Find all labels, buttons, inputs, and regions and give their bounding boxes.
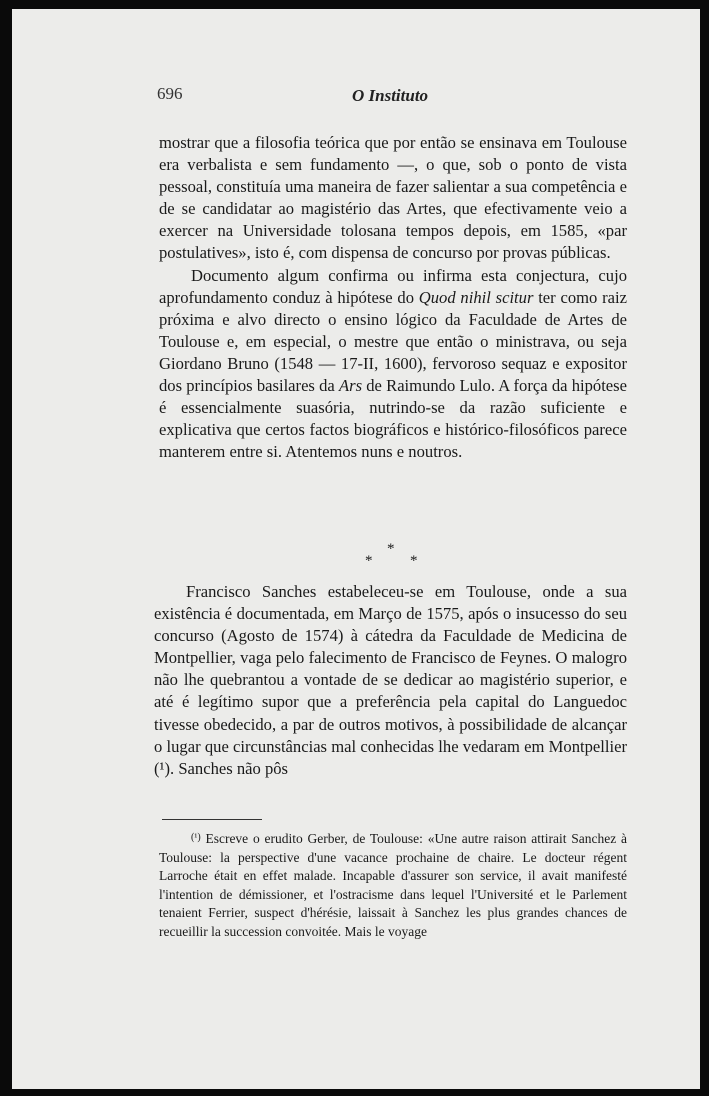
paragraph-sanches [154, 581, 627, 780]
footnote-rule [162, 819, 262, 820]
running-title: O Instituto [352, 86, 429, 105]
text-run: . Sanches não pôs [170, 758, 289, 778]
page-header [12, 79, 700, 109]
text-run: de Raimundo Lulo. A força da hipótese é essencialmente suasória, nutrindo-se da razão suficiente e explicativa que certos factos biográficos e histórico-filosóficos parece manterem entre si. Atentemos nuns e noutros. [159, 376, 627, 462]
text-run: Documento algum confirma ou infirma esta conjectura, cujo aprofundamento conduz à hipótese do [159, 265, 627, 307]
asterisk-left: * [365, 553, 373, 569]
footnote-paragraph [159, 829, 627, 942]
footnote [159, 829, 627, 942]
text-block-lower [154, 581, 627, 780]
page-number: 696 [157, 84, 183, 103]
footnote-mark: (¹) [191, 832, 201, 843]
book-page [12, 9, 700, 1089]
footnote-reference[interactable]: (¹) [154, 758, 171, 778]
paragraph-documento [159, 265, 627, 464]
section-break-asterism [357, 541, 427, 571]
footnote-text: Escreve o erudito Gerber, de Toulouse: «Une autre raison attirait Sanchez à Toulouse: la perspective d'une vacance prochaine de chaire. Le docteur régent Larroche était en effet malade. Incapable d'assurer son service, il avait manifesté l'intention de démissioner, et l'ostracisme dans lequel l'Université et le Parlement tenaient Ferrier, suspect d'hérésie, laissait à Sanchez les plus grandes chances de recueillir la succession convoitée. Mais le voyage [159, 831, 627, 939]
text-block-upper [159, 132, 627, 463]
italic-title-quod: Quod nihil scitur [418, 287, 534, 307]
text-run: ter como raiz próxima e alvo directo o ensino lógico da Faculdade de Artes de Toulouse e, em especial, o mestre que então o ministrava, ou seja Giordano Bruno (1548 — 17-II, 1600), fervoroso sequaz e expositor dos princípios basilares da [159, 287, 627, 396]
text-run: Francisco Sanches estabeleceu-se em Toulouse, onde a sua existência é documentada, em Março de 1575, após o insucesso do seu concurso (Agosto de 1574) à cátedra da Faculdade de Medicina de Montpellier, vaga pelo falecimento de Francisco de Feynes. O malogro não lhe quebrantou a vontade de se dedicar ao magistério superior, e até é legítimo supor que a preferência pela capital do Languedoc tivesse obedecido, a par de outros motivos, à possibilidade de alcançar o lugar que circunstâncias mal conhecidas lhe vedaram em Montpellier [154, 582, 627, 756]
asterisk-right: * [410, 553, 418, 569]
asterisk-top: * [387, 541, 395, 557]
italic-title-ars: Ars [338, 376, 363, 396]
paragraph-continuation: mostrar que a filosofia teórica que por então se ensinava em Toulouse era verbalista e sem fundamento —, o que, sob o ponto de vista pessoal, constituía uma maneira de fazer salientar a sua competência e de se candidatar ao magistério das Artes, que efectivamente veio a exercer na Universidade tolosana tempos depois, em 1585, «par postulatives», isto é, com dispensa de concurso por provas públicas. [159, 133, 627, 263]
